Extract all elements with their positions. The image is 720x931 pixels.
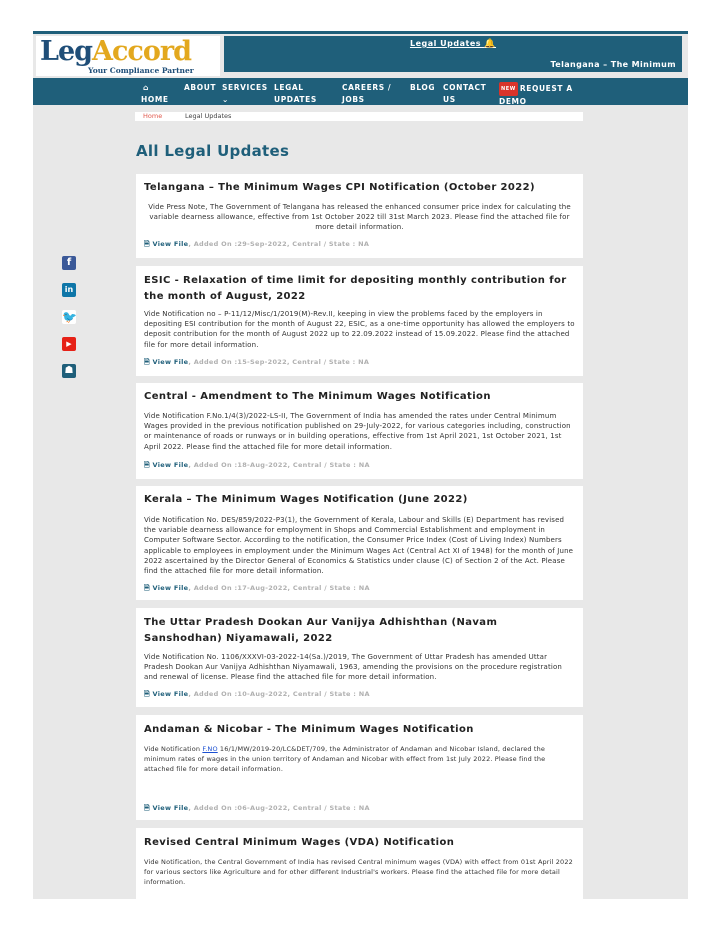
- added-on-date: 15-Sep-2022: [237, 358, 287, 366]
- added-on-label: Added On :: [193, 358, 238, 366]
- bell-icon: 🔔: [484, 39, 497, 49]
- nav-services[interactable]: SERVICES ⌄: [222, 83, 268, 104]
- nav-legal-updates[interactable]: LEGAL UPDATES: [274, 83, 317, 104]
- jurisdiction-label: Central / State : NA: [292, 584, 370, 592]
- ticker-scrolling-text[interactable]: Telangana – The Minimum: [550, 60, 676, 69]
- update-card: [136, 608, 583, 707]
- update-description: Vide Notification F.No.1/4(3)/2022-LS-II, The Government of India has amended the rates under Central Minimum Wages provided in the previous notification published on 29-July-2022, for various categories including, construction or maintenance of roads or runways or in building operations, effective from 1st April 2021, 1st October 2021, 1st April 2022. Please find the attached file for more detail information.: [144, 412, 571, 451]
- update-description: Vide Notification no – P-11/12/Misc/1/2019(M)-Rev.II, keeping in view the problems faced by the employers in depositing ESI contribution for the month of August 22, ESIC, as a one-time opportunity has allowed the employers to deposit contribution for the month of August 2022 up to 22.09.2022 instead of 15.09.2022. Please find the attached file for more detail information.: [144, 310, 575, 349]
- top-accent-line: [33, 31, 688, 34]
- jurisdiction-label: Central / State : NA: [292, 240, 370, 248]
- update-meta: 🗎 View File, Added On :06-Aug-2022, Central / State : NA: [144, 804, 370, 812]
- facebook-icon[interactable]: f: [62, 256, 76, 270]
- update-description: Vide Notification No. 1106/XXXVI-03-2022-14(Sa.)/2019, The Government of Uttar Pradesh has amended Uttar Pradesh Dookan Aur Vanijya Adhishthan Niyamawali, 1963, amending the provisions on the procedure registration and renewal of license. Please find the attached file for more detail information.: [144, 653, 562, 682]
- youtube-icon[interactable]: ▶: [62, 337, 76, 351]
- update-title[interactable]: Kerala – The Minimum Wages Notification (June 2022): [144, 494, 468, 505]
- update-description: Vide Notification F.NO 16/1/MW/2019-20/LC&DET/709, the Administrator of Andaman and Nicobar Island, declared the minimum rates of wages in the union territory of Andaman and Nicobar with effect from 1st July 2022. Please find the attached file for more detail information.: [144, 745, 546, 774]
- added-on-label: Added On :: [193, 804, 238, 812]
- added-on-date: 18-Aug-2022: [237, 461, 288, 469]
- view-file-link[interactable]: View File: [152, 358, 189, 366]
- file-icon: 🗎: [144, 804, 150, 812]
- added-on-label: Added On :: [193, 584, 238, 592]
- nav-home[interactable]: ⌂ HOME: [141, 83, 169, 104]
- site-logo[interactable]: [36, 36, 220, 76]
- nav-contact-us[interactable]: CONTACT US: [443, 83, 487, 104]
- chevron-down-icon: ⌄: [222, 95, 229, 104]
- new-badge: NEW: [499, 82, 518, 96]
- jurisdiction-label: Central / State : NA: [292, 804, 370, 812]
- notification-link[interactable]: F.NO: [202, 745, 218, 753]
- update-card: [136, 715, 583, 820]
- nav-blog[interactable]: BLOG: [410, 83, 436, 92]
- jurisdiction-label: Central / State : NA: [292, 461, 370, 469]
- update-meta: 🗎 View File, Added On :29-Sep-2022, Central / State : NA: [144, 240, 370, 248]
- file-icon: 🗎: [144, 584, 150, 592]
- added-on-date: 06-Aug-2022: [237, 804, 288, 812]
- update-card: [136, 174, 583, 258]
- update-description: Vide Notification No. DES/859/2022-P3(1), the Government of Kerala, Labour and Skills (E) Department has revised the variable dearness allowance for employment in Shops and Commercial Establishment and employment in Computer Software Sector. According to the notification, the Consumer Price Index (Cost of Living Index) Numbers applicable to employees in employment under the Minimum Wages Act (Central Act XI of 1948) for the month of June 2022 ascertained by the Director General of Economics & Statistics under clause (C) of Section 2 of the Act. Please find the attached file for more detail information.: [144, 516, 574, 576]
- update-card: [136, 266, 583, 376]
- view-file-link[interactable]: View File: [152, 804, 189, 812]
- file-icon: 🗎: [144, 240, 150, 248]
- page-title: All Legal Updates: [136, 142, 290, 160]
- logo-wordmark: LegAccord: [40, 36, 191, 67]
- linkedin-icon[interactable]: in: [62, 283, 76, 297]
- view-file-link[interactable]: View File: [152, 690, 189, 698]
- update-title[interactable]: Revised Central Minimum Wages (VDA) Notification: [144, 837, 455, 848]
- legal-updates-ticker: [224, 36, 682, 72]
- update-card: [136, 486, 583, 600]
- breadcrumb: [135, 112, 583, 121]
- logo-tagline: Your Compliance Partner: [88, 66, 194, 75]
- nav-request-demo[interactable]: NEW REQUEST A DEMO: [499, 84, 573, 106]
- added-on-date: 17-Aug-2022: [237, 584, 288, 592]
- breadcrumb-home[interactable]: Home: [143, 112, 163, 120]
- added-on-label: Added On :: [193, 690, 238, 698]
- update-meta: 🗎 View File, Added On :15-Sep-2022, Central / State : NA: [144, 358, 370, 366]
- update-title[interactable]: Telangana – The Minimum Wages CPI Notification (October 2022): [144, 182, 535, 193]
- home-icon: ⌂: [143, 83, 149, 92]
- twitter-icon[interactable]: 🐦: [62, 310, 77, 324]
- update-card: [136, 828, 583, 899]
- update-description: Vide Press Note, The Government of Telangana has released the enhanced consumer price index for calculating the variable dearness allowance, effective from 1st October 2022 till 31st March 2023. Please find the attached file for more detail information.: [148, 203, 571, 232]
- view-file-link[interactable]: View File: [152, 584, 189, 592]
- update-description: Vide Notification, the Central Government of India has revised Central minimum wages (VDA) with effect from 01st April 2022 for various sectors like Agriculture and for other different Industrial's workers. Please find the attached file for more detail information.: [144, 858, 573, 887]
- update-title[interactable]: The Uttar Pradesh Dookan Aur Vanijya Adhishthan (Navam Sanshodhan) Niyamawali, 2022: [144, 617, 498, 644]
- nav-about[interactable]: ABOUT: [184, 83, 217, 92]
- breadcrumb-current: Legal Updates: [185, 112, 232, 120]
- update-meta: 🗎 View File, Added On :10-Aug-2022, Central / State : NA: [144, 690, 370, 698]
- view-file-link[interactable]: View File: [152, 461, 189, 469]
- update-title[interactable]: Central - Amendment to The Minimum Wages Notification: [144, 391, 491, 402]
- update-title[interactable]: Andaman & Nicobar - The Minimum Wages Notification: [144, 724, 474, 735]
- added-on-label: Added On :: [193, 240, 238, 248]
- file-icon: 🗎: [144, 690, 150, 698]
- update-meta: 🗎 View File, Added On :17-Aug-2022, Central / State : NA: [144, 584, 370, 592]
- slideshare-icon[interactable]: ☗: [62, 364, 76, 378]
- file-icon: 🗎: [144, 461, 150, 469]
- file-icon: 🗎: [144, 358, 150, 366]
- added-on-date: 10-Aug-2022: [237, 690, 288, 698]
- view-file-link[interactable]: View File: [152, 240, 189, 248]
- main-nav: [33, 78, 688, 105]
- update-meta: 🗎 View File, Added On :18-Aug-2022, Central / State : NA: [144, 461, 370, 469]
- update-card: [136, 383, 583, 479]
- nav-careers-jobs[interactable]: CAREERS / JOBS: [342, 83, 392, 104]
- update-title[interactable]: ESIC - Relaxation of time limit for depositing monthly contribution for the month of August, 2022: [144, 275, 567, 302]
- added-on-date: 29-Sep-2022: [237, 240, 287, 248]
- added-on-label: Added On :: [193, 461, 238, 469]
- jurisdiction-label: Central / State : NA: [292, 690, 370, 698]
- ticker-title[interactable]: Legal Updates 🔔: [409, 39, 497, 49]
- jurisdiction-label: Central / State : NA: [292, 358, 370, 366]
